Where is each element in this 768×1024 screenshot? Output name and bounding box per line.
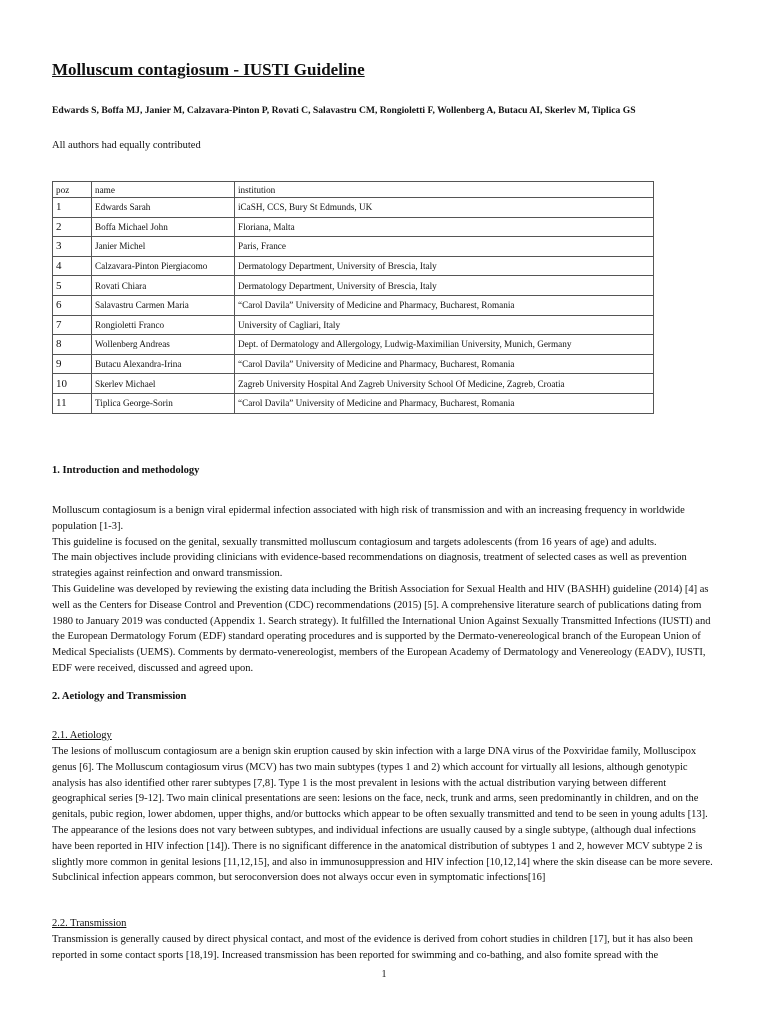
contribution-note: All authors had equally contributed	[52, 140, 201, 151]
cell-name: Rovati Chiara	[92, 276, 235, 296]
paragraph: This Guideline was developed by reviewing the existing data including the British Association for Sexual Health and HIV (BASHH) guideline (2014) [4] as well as the Centers for Disease Control and Prevention (CDC) recommendations (2015) [5]. A comprehensive literature search of publications dating from 1980 to January 2019 was conducted (Appendix 1. Search strategy). It fulfilled the International Union Against Sexually Transmitted Infections (IUSTI) and the European Dermatology Forum (EDF) standard operating procedures and is supported by the Dermato-venereological branch of the European Union of Medical Specialists (UEMS). Comments by dermato-venereologist, members of the European Academy of Dermatology and Venereology (EADV), IUSTI, EDF were received, discussed and agreed upon.	[52, 583, 711, 674]
table-row	[53, 237, 654, 257]
cell-institution: Zagreb University Hospital And Zagreb University School Of Medicine, Zagreb, Croatia	[235, 374, 654, 394]
cell-poz: 7	[53, 315, 92, 335]
subsection-2-1-heading: 2.1. Aetiology	[52, 730, 112, 741]
cell-institution: “Carol Davila” University of Medicine and Pharmacy, Bucharest, Romania	[235, 295, 654, 315]
cell-institution: Dermatology Department, University of Brescia, Italy	[235, 256, 654, 276]
paragraph: The lesions of molluscum contagiosum are a benign skin eruption caused by skin infection with a large DNA virus of the Poxviridae family, Molluscipox genus [6]. The Molluscum contagiosum virus (MCV) has two main subtypes (types 1 and 2) which account for virtually all lesions, although genotypic analysis has also identified other rarer subtypes [7,8]. Type 1 is the most prevalent in lesions with the actual distribution varying between different geographical series [9-12]. Two main clinical presentations are seen: lesions on the face, neck, trunk and arms, seen predominantly in children, and on the genitals, pubic region, lower abdomen, upper thighs, and/or buttocks which appear to be often sexually transmitted and tend to be seen in young adults [13]. The appearance of the lesions does not vary between subtypes, and individual infections are usually caused by a single subtype, (although dual infections have been reported in HIV infection [14]). There is no significant difference in the anatomical distribution of subtypes 1 and 2, however MCV subtype 2 is slightly more common in genital lesions [11,12,15], and also in immunosuppression and HIV infection [10,12,14] where the skin disease can be more severe. Subclinical infection appears common, but seroconversion does not always occur even in symptomatic infections[16]	[52, 746, 713, 884]
cell-poz: 3	[53, 237, 92, 257]
authors-table	[52, 181, 654, 414]
subsection-2-2-body	[52, 932, 716, 964]
cell-institution: Paris, France	[235, 237, 654, 257]
page-number: 1	[381, 969, 387, 980]
cell-name: Butacu Alexandra-Irina	[92, 354, 235, 374]
cell-poz: 2	[53, 217, 92, 237]
column-header-institution: institution	[235, 182, 654, 198]
column-header-poz: poz	[53, 182, 92, 198]
cell-institution: “Carol Davila” University of Medicine and Pharmacy, Bucharest, Romania	[235, 393, 654, 413]
table-row	[53, 354, 654, 374]
section-1-heading: 1. Introduction and methodology	[52, 465, 200, 476]
table-row	[53, 276, 654, 296]
paragraph: Molluscum contagiosum is a benign viral epidermal infection associated with high risk of transmission and with an increasing frequency in worldwide population [1-3].	[52, 505, 685, 532]
cell-name: Boffa Michael John	[92, 217, 235, 237]
column-header-name: name	[92, 182, 235, 198]
table-row	[53, 335, 654, 355]
cell-poz: 4	[53, 256, 92, 276]
author-list: Edwards S, Boffa MJ, Janier M, Calzavara-Pinton P, Rovati C, Salavastru CM, Rongioletti F, Wollenberg A, Butacu AI, Skerlev M, Tiplica GS	[52, 105, 636, 116]
cell-poz: 1	[53, 198, 92, 218]
cell-poz: 6	[53, 295, 92, 315]
cell-name: Calzavara-Pinton Piergiacomo	[92, 256, 235, 276]
paragraph: This guideline is focused on the genital, sexually transmitted molluscum contagiosum and targets adolescents (from 16 years of age) and adults.	[52, 536, 657, 548]
cell-poz: 9	[53, 354, 92, 374]
cell-name: Wollenberg Andreas	[92, 335, 235, 355]
cell-institution: iCaSH, CCS, Bury St Edmunds, UK	[235, 198, 654, 218]
cell-institution: Dermatology Department, University of Brescia, Italy	[235, 276, 654, 296]
table-row	[53, 198, 654, 218]
subsection-2-2-heading: 2.2. Transmission	[52, 918, 127, 929]
section-2-heading: 2. Aetiology and Transmission	[52, 691, 187, 702]
table-row	[53, 295, 654, 315]
cell-name: Edwards Sarah	[92, 198, 235, 218]
table-row	[53, 217, 654, 237]
table-row	[53, 256, 654, 276]
cell-name: Janier Michel	[92, 237, 235, 257]
cell-poz: 10	[53, 374, 92, 394]
cell-poz: 5	[53, 276, 92, 296]
cell-name: Salavastru Carmen Maria	[92, 295, 235, 315]
paragraph: The main objectives include providing clinicians with evidence-based recommendations on diagnosis, treatment of selected cases as well as prevention strategies against reinfection and onward transmission.	[52, 552, 687, 580]
section-1-body	[52, 503, 716, 677]
cell-poz: 11	[53, 393, 92, 413]
table-row	[53, 374, 654, 394]
table-header-row	[53, 182, 654, 198]
cell-poz: 8	[53, 335, 92, 355]
cell-name: Tiplica George-Sorin	[92, 393, 235, 413]
document-title: Molluscum contagiosum - IUSTI Guideline	[52, 60, 365, 79]
cell-institution: “Carol Davila” University of Medicine and Pharmacy, Bucharest, Romania	[235, 354, 654, 374]
paragraph: Transmission is generally caused by direct physical contact, and most of the evidence is derived from cohort studies in children [17], but it has also been reported in some contact sports [18,19]. Increased transmission has been reported for swimming and co-bathing, and also fomite spread with the	[52, 934, 693, 961]
cell-institution: Dept. of Dermatology and Allergology, Ludwig-Maximilian University, Munich, Germany	[235, 335, 654, 355]
cell-name: Skerlev Michael	[92, 374, 235, 394]
cell-institution: Floriana, Malta	[235, 217, 654, 237]
table-row	[53, 393, 654, 413]
table-row	[53, 315, 654, 335]
cell-institution: University of Cagliari, Italy	[235, 315, 654, 335]
cell-name: Rongioletti Franco	[92, 315, 235, 335]
subsection-2-1-body	[52, 744, 716, 886]
